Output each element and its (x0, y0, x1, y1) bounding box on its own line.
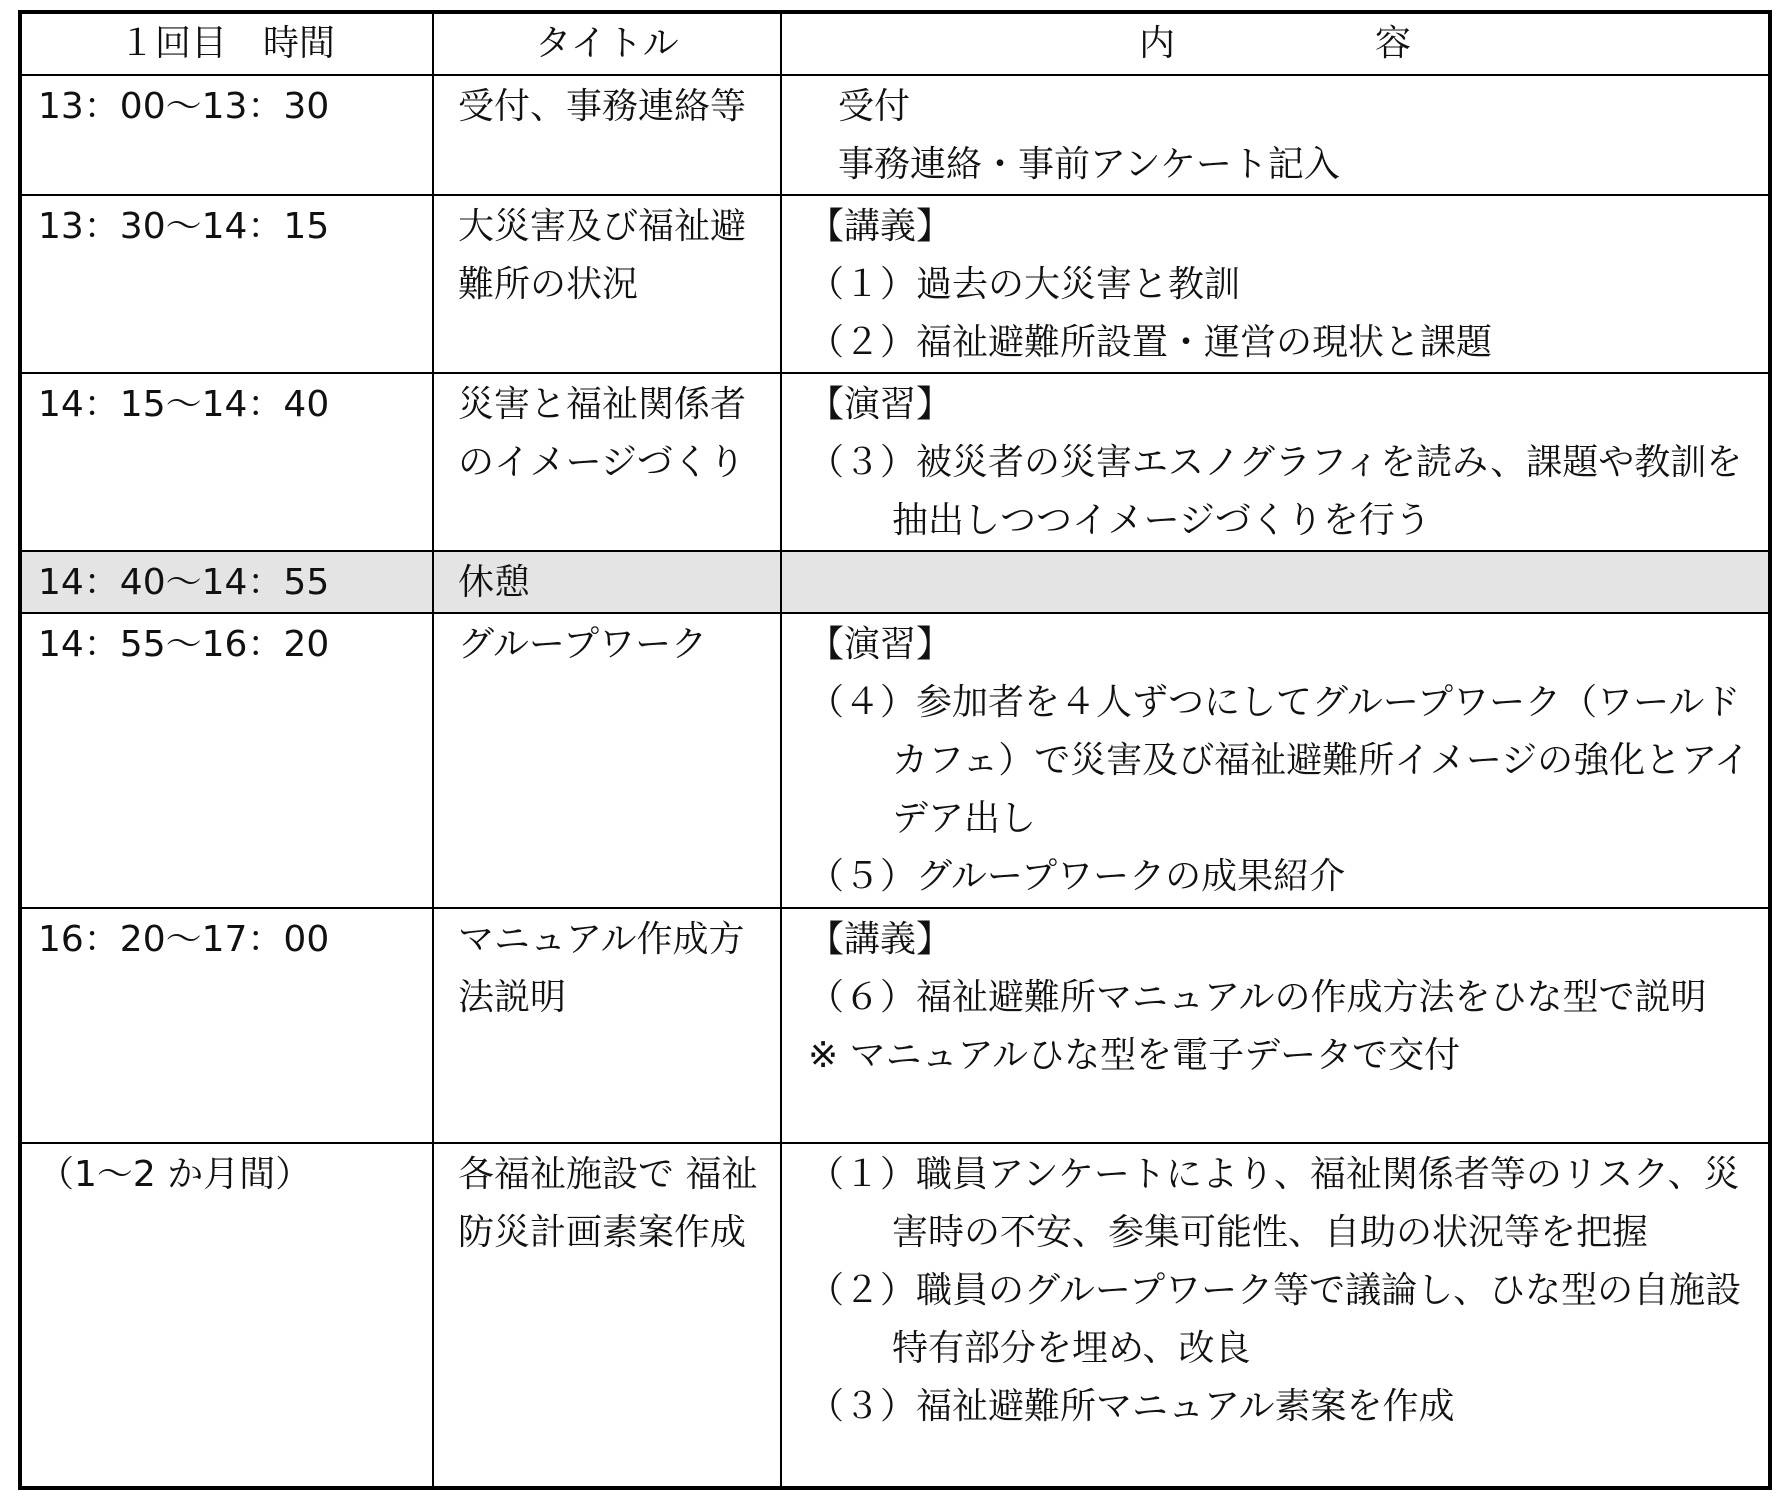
time-cell: 14：55～16：20 (20, 613, 433, 908)
content-note: ※ マニュアルひな型を電子データで交付 (808, 1035, 1461, 1076)
content-item: （３）被災者の災害エスノグラフィを読み、課題や教訓を抽出しつつイメージづくりを行う (808, 442, 1743, 541)
content-cell (781, 551, 1770, 613)
title-cell: 受付、事務連絡等 (433, 75, 781, 195)
header-title: タイトル (433, 12, 781, 75)
content-item: （２）職員のグループワーク等で議論し、ひな型の自施設特有部分を埋め、改良 (808, 1270, 1742, 1369)
content-item: （１）過去の大災害と教訓 (808, 264, 1241, 305)
schedule-table (18, 10, 1772, 1490)
content-cell (781, 373, 1770, 551)
header-row (20, 12, 1770, 75)
content-item: （６）福祉避難所マニュアルの作成方法をひな型で説明 (808, 977, 1707, 1018)
table-row (20, 613, 1770, 908)
title-cell: 各福祉施設で 福祉防災計画素案作成 (433, 1143, 781, 1488)
content-item: （２）福祉避難所設置・運営の現状と課題 (808, 322, 1493, 363)
table-row (20, 908, 1770, 1143)
content-item: （３）福祉避難所マニュアル素案を作成 (808, 1386, 1455, 1427)
title-cell: 大災害及び福祉避難所の状況 (433, 195, 781, 373)
table-row (20, 1143, 1770, 1488)
content-heading: 【講義】 (808, 919, 953, 960)
content-cell (781, 195, 1770, 373)
time-cell: 16：20～17：00 (20, 908, 433, 1143)
content-heading: 【演習】 (808, 384, 953, 425)
time-cell: （1～2 か月間） (20, 1143, 433, 1488)
table-row (20, 195, 1770, 373)
title-cell: グループワーク (433, 613, 781, 908)
content-cell (781, 613, 1770, 908)
content-cell (781, 908, 1770, 1143)
header-content-part1: 内 (1138, 23, 1175, 64)
title-cell: 休憩 (433, 551, 781, 613)
content-line: 事務連絡・事前アンケート記入 (838, 144, 1340, 185)
content-heading: 【演習】 (808, 624, 953, 665)
time-cell: 13：00～13：30 (20, 75, 433, 195)
content-item: （５）グループワークの成果紹介 (808, 856, 1346, 897)
content-item: （４）参加者を４人ずつにしてグループワーク（ワールドカフェ）で災害及び福祉避難所イメージの強化とアイデア出し (808, 682, 1750, 839)
content-item: （１）職員アンケートにより、福祉関係者等のリスク、災害時の不安、参集可能性、自助の状況等を把握 (808, 1154, 1740, 1253)
time-cell: 14：15～14：40 (20, 373, 433, 551)
title-cell: 災害と福祉関係者のイメージづくり (433, 373, 781, 551)
header-content (781, 12, 1770, 75)
table-row (20, 75, 1770, 195)
content-heading: 【講義】 (808, 206, 953, 247)
time-cell: 13：30～14：15 (20, 195, 433, 373)
time-cell: 14：40～14：55 (20, 551, 433, 613)
table-row (20, 373, 1770, 551)
content-cell (781, 1143, 1770, 1488)
content-cell (781, 75, 1770, 195)
content-line: 受付 (838, 86, 911, 127)
header-content-part2: 容 (1375, 23, 1412, 64)
table-row-break (20, 551, 1770, 613)
title-cell: マニュアル作成方法説明 (433, 908, 781, 1143)
header-time: １回目 時間 (20, 12, 433, 75)
